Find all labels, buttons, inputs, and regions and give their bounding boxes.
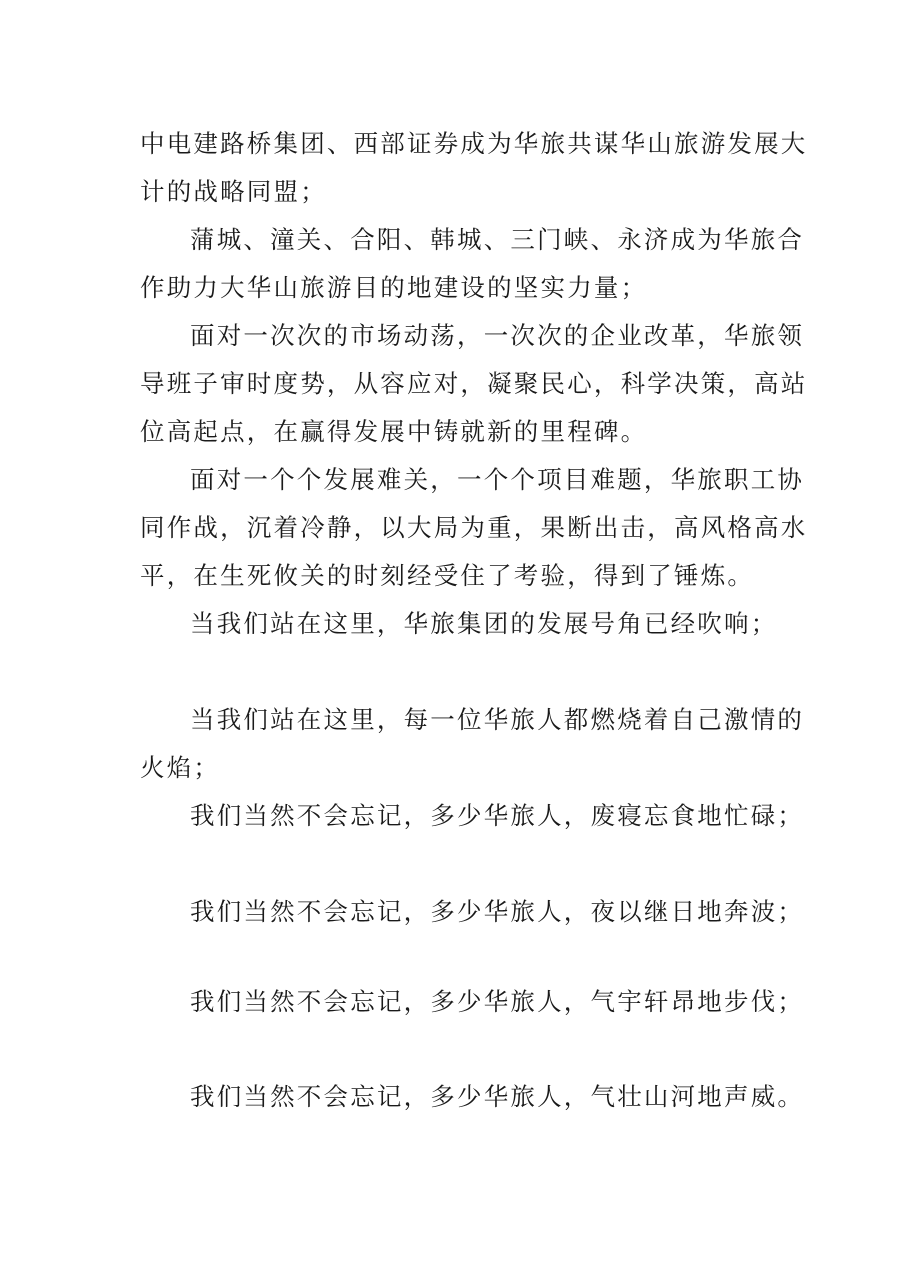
text-line: 我们当然不会忘记，多少华旅人，废寝忘食地忙碌； (190, 801, 805, 830)
text-line: 计的战略同盟； (140, 177, 327, 206)
text-line: 我们当然不会忘记，多少华旅人，气宇轩昂地步伐； (190, 987, 805, 1016)
text-line: 导班子审时度势，从容应对，凝聚民心，科学决策，高站 (140, 369, 808, 398)
text-line: 面对一个个发展难关，一个个项目难题，华旅职工协 (190, 465, 805, 494)
text-line: 同作战，沉着冷静，以大局为重，果断出击，高风格高水 (140, 513, 808, 542)
text-line: 我们当然不会忘记，多少华旅人，气壮山河地声威。 (190, 1082, 805, 1111)
text-line: 中电建路桥集团、西部证券成为华旅共谋华山旅游发展大 (140, 129, 808, 158)
text-line: 平，在生死攸关的时刻经受住了考验，得到了锤炼。 (140, 561, 755, 590)
text-line: 位高起点，在赢得发展中铸就新的里程碑。 (140, 417, 648, 446)
text-line: 我们当然不会忘记，多少华旅人，夜以继日地奔波； (190, 897, 805, 926)
text-line: 当我们站在这里，华旅集团的发展号角已经吹响； (190, 609, 778, 638)
text-line: 作助力大华山旅游目的地建设的坚实力量； (140, 273, 648, 302)
text-line: 面对一次次的市场动荡，一次次的企业改革，华旅领 (190, 321, 805, 350)
text-line: 蒲城、潼关、合阳、韩城、三门峡、永济成为华旅合 (190, 225, 805, 254)
text-line: 火焰； (140, 753, 221, 782)
text-line: 当我们站在这里，每一位华旅人都燃烧着自己激情的 (190, 705, 805, 734)
